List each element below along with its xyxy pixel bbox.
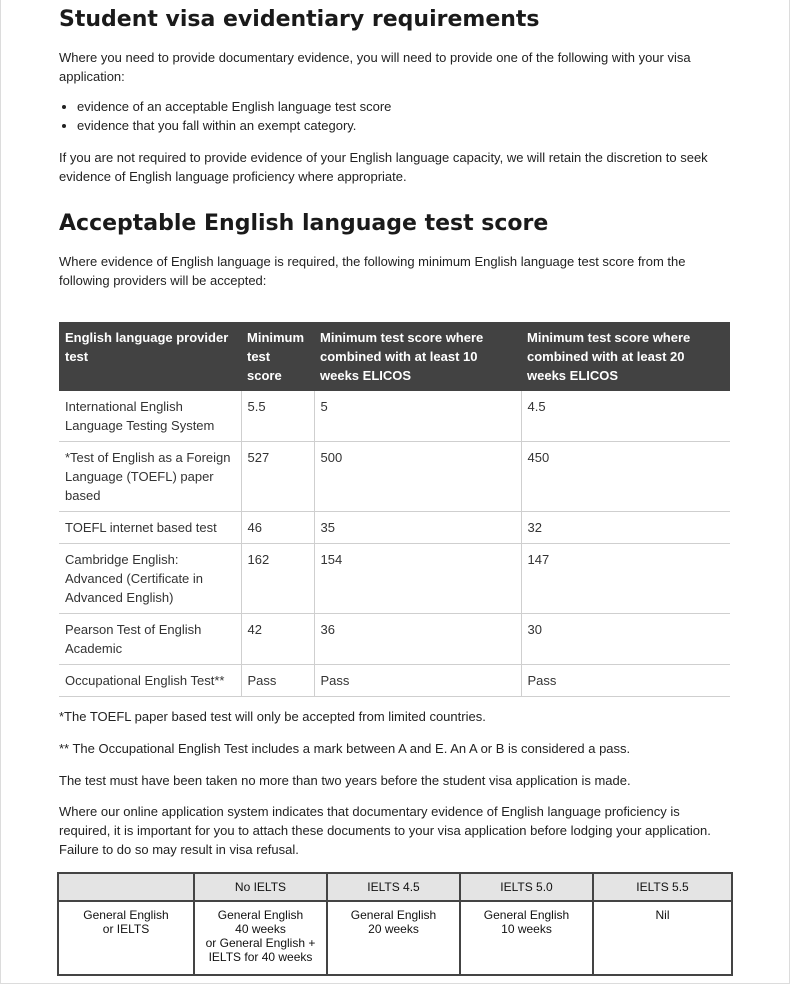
table-cell: Pass	[314, 665, 521, 697]
column-header: Minimum test score where combined with at least 20 weeks ELICOS	[521, 322, 730, 391]
table-cell: International English Language Testing System	[59, 391, 241, 442]
note-two-years: The test must have been taken no more than two years before the student visa application is made.	[59, 773, 631, 788]
column-header	[58, 873, 194, 901]
table-cell: General English 10 weeks	[460, 901, 593, 975]
table-cell: 450	[521, 442, 730, 512]
table-cell: 30	[521, 614, 730, 665]
list-item: • evidence of an acceptable English language test score	[77, 97, 391, 116]
table-header-row	[59, 322, 730, 391]
heading-acceptable-test-score: Acceptable English language test score	[59, 211, 549, 236]
table-cell: 154	[314, 544, 521, 614]
table-header-row	[58, 873, 732, 901]
list-item: • evidence that you fall within an exempt category.	[77, 116, 391, 135]
table-row	[59, 544, 730, 614]
note-toefl: *The TOEFL paper based test will only be accepted from limited countries.	[59, 709, 486, 724]
table-cell: 32	[521, 512, 730, 544]
table-cell: Cambridge English: Advanced (Certificate in Advanced English)	[59, 544, 241, 614]
column-header: IELTS 5.0	[460, 873, 593, 901]
table-row	[59, 512, 730, 544]
table-row	[58, 901, 732, 975]
column-header: Minimum test score	[241, 322, 314, 391]
table-cell: 162	[241, 544, 314, 614]
table-cell: *Test of English as a Foreign Language (TOEFL) paper based	[59, 442, 241, 512]
heading-evidentiary-requirements: Student visa evidentiary requirements	[59, 7, 540, 32]
note-oet: ** The Occupational English Test includes a mark between A and E. An A or B is considered a pass.	[59, 741, 631, 756]
table-cell: 5.5	[241, 391, 314, 442]
table-cell: Pass	[241, 665, 314, 697]
test-score-table	[59, 322, 730, 697]
table-row	[59, 614, 730, 665]
table-cell: 4.5	[521, 391, 730, 442]
table-cell: 36	[314, 614, 521, 665]
column-header: Minimum test score where combined with at least 10 weeks ELICOS	[314, 322, 521, 391]
table-cell: 500	[314, 442, 521, 512]
table-cell: General English 20 weeks	[327, 901, 460, 975]
table-cell: 46	[241, 512, 314, 544]
column-header: IELTS 5.5	[593, 873, 732, 901]
table-cell: TOEFL internet based test	[59, 512, 241, 544]
table-cell: 527	[241, 442, 314, 512]
table-cell: General English 40 weeks or General English + IELTS for 40 weeks	[194, 901, 327, 975]
table-cell: General English or IELTS	[58, 901, 194, 975]
discretion-paragraph: If you are not required to provide evidence of your English language capacity, we will retain the discretion to seek evidence of English language proficiency where appropriate.	[59, 150, 708, 184]
table-cell: Pearson Test of English Academic	[59, 614, 241, 665]
column-header: No IELTS	[194, 873, 327, 901]
evidence-list	[59, 97, 391, 135]
table-row	[59, 442, 730, 512]
table-cell: Nil	[593, 901, 732, 975]
column-header: IELTS 4.5	[327, 873, 460, 901]
table-cell: 42	[241, 614, 314, 665]
table-cell: 5	[314, 391, 521, 442]
where-required-paragraph: Where evidence of English language is required, the following minimum English language test score from the following providers will be accepted:	[59, 254, 686, 288]
table-row	[59, 391, 730, 442]
table-cell: Occupational English Test**	[59, 665, 241, 697]
table-cell: Pass	[521, 665, 730, 697]
table-row	[59, 665, 730, 697]
ielts-elicos-table	[57, 872, 733, 976]
table-cell: 35	[314, 512, 521, 544]
table-cell: 147	[521, 544, 730, 614]
intro-paragraph: Where you need to provide documentary evidence, you will need to provide one of the following with your visa application:	[59, 50, 691, 84]
note-online-application: Where our online application system indicates that documentary evidence of English language proficiency is required, it is important for you to attach these documents to your visa application before lodging your application. Failure to do so may result in visa refusal.	[59, 804, 711, 857]
column-header: English language provider test	[59, 322, 241, 391]
